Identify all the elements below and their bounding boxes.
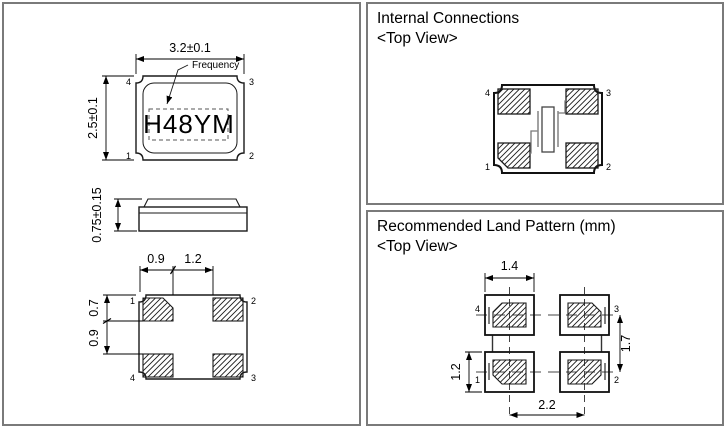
- land-pin-label-1: 1: [474, 375, 480, 385]
- bottom-pad-4: [143, 354, 173, 377]
- package-dimensions-drawing: [4, 4, 359, 424]
- bottom-view-pin-label-2: 2: [251, 296, 257, 306]
- dimension-package-height: [102, 76, 134, 160]
- internal-connections-title: Internal Connections: [377, 10, 520, 27]
- marking-text: H48YM: [143, 109, 235, 139]
- crystal-resonator-plate: [542, 107, 554, 152]
- package-top-view: [86, 41, 254, 161]
- bottom-pad-2: [213, 298, 243, 321]
- top-view-pin-label-1: 1: [125, 151, 131, 161]
- land-width-dimension-label: 1.4: [500, 259, 519, 273]
- internal-pin-label-1: 1: [484, 162, 490, 172]
- package-lid-side: [144, 199, 240, 207]
- component-pad-3: [568, 303, 601, 327]
- frequency-label: Frequency: [192, 60, 240, 71]
- component-pad-4: [493, 303, 526, 327]
- internal-pin-label-4: 4: [484, 88, 490, 98]
- bottom-view-pin-label-3: 3: [251, 373, 257, 383]
- package-height-dimension-label: 2.5±0.1: [86, 97, 100, 139]
- land-pattern-subtitle: <Top View>: [377, 238, 458, 255]
- package-width-dimension-label: 3.2±0.1: [169, 41, 211, 55]
- internal-pad-4: [498, 89, 530, 114]
- dimension-bottom-pads-horizontal: [140, 266, 213, 295]
- land-pattern-title: Recommended Land Pattern (mm): [377, 218, 616, 235]
- component-pad-1: [493, 360, 526, 384]
- package-dimensions-panel: [2, 2, 361, 426]
- pad-height-dimension-label: 0.7: [87, 299, 101, 317]
- package-bottom-view: [87, 252, 256, 383]
- pad-width-dimension-label: 0.9: [147, 252, 165, 266]
- row-pitch-dimension-label: 1.7: [619, 334, 633, 353]
- top-view-pin-label-2: 2: [249, 151, 255, 161]
- pad-gap-dimension-label: 1.2: [184, 252, 202, 266]
- col-pitch-dimension-label: 2.2: [538, 398, 556, 412]
- internal-connections-panel: [366, 2, 724, 205]
- land-pin-label-2: 2: [614, 375, 620, 385]
- pad-vgap-dimension-label: 0.9: [87, 329, 101, 347]
- land-pin-label-3: 3: [614, 304, 620, 314]
- internal-connections-subtitle: <Top View>: [377, 30, 458, 47]
- land-height-dimension-label: 1.2: [449, 363, 463, 381]
- internal-pin-label-2: 2: [606, 162, 612, 172]
- internal-connections-diagram: [485, 85, 611, 173]
- bottom-view-pin-label-4: 4: [129, 373, 135, 383]
- internal-pad-2: [566, 143, 598, 168]
- bottom-view-pin-label-1: 1: [129, 296, 135, 306]
- package-side-view: [90, 187, 247, 243]
- package-base-side: [139, 207, 247, 231]
- internal-connections-header: [377, 9, 519, 49]
- internal-pin-label-3: 3: [606, 88, 612, 98]
- bottom-pad-3: [213, 354, 243, 377]
- land-pattern-panel: [366, 210, 724, 426]
- dimension-bottom-pads-vertical: [103, 295, 143, 354]
- land-pattern-diagram: [449, 259, 633, 419]
- package-thickness-dimension-label: 0.75±0.15: [90, 187, 104, 243]
- top-view-pin-label-3: 3: [249, 77, 255, 87]
- component-pad-2: [568, 360, 601, 384]
- internal-pad-3: [566, 89, 598, 114]
- land-pin-label-4: 4: [474, 304, 480, 314]
- land-pattern-header: [377, 217, 616, 257]
- dimension-package-thickness: [114, 199, 142, 231]
- top-view-pin-label-4: 4: [125, 77, 131, 87]
